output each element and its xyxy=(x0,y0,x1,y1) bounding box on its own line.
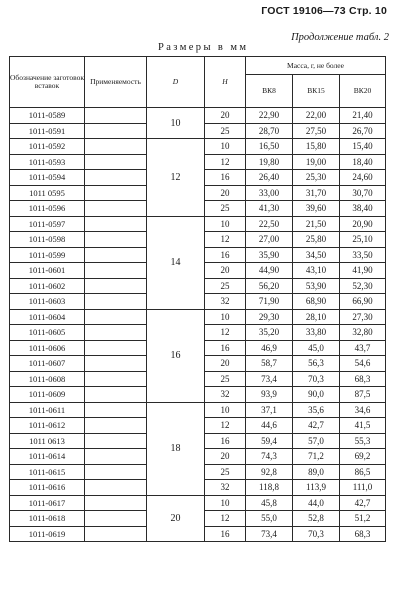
mass-grade-2-cell: 25,80 xyxy=(293,232,340,248)
mass-grade-1-cell: 35,90 xyxy=(246,247,293,263)
mass-grade-2-cell: 57,0 xyxy=(293,433,340,449)
col-d: D xyxy=(147,57,205,108)
height-cell: 20 xyxy=(205,449,246,465)
mass-grade-3-cell: 41,90 xyxy=(340,263,386,279)
application-cell xyxy=(85,108,147,124)
mass-grade-1-cell: 92,8 xyxy=(246,464,293,480)
application-cell xyxy=(85,309,147,325)
application-cell xyxy=(85,449,147,465)
application-cell xyxy=(85,480,147,496)
mass-grade-1-cell: 71,90 xyxy=(246,294,293,310)
height-cell: 20 xyxy=(205,356,246,372)
mass-grade-3-cell: 33,50 xyxy=(340,247,386,263)
designation-cell: 1011-0604 xyxy=(10,309,85,325)
mass-grade-2-cell: 28,10 xyxy=(293,309,340,325)
col-grade-1: ВК8 xyxy=(246,75,293,108)
standard-header: ГОСТ 19106—73 Стр. 10 xyxy=(261,5,387,17)
application-cell xyxy=(85,464,147,480)
mass-grade-2-cell: 90,0 xyxy=(293,387,340,403)
designation-cell: 1011-0617 xyxy=(10,495,85,511)
application-cell xyxy=(85,418,147,434)
designation-cell: 1011-0601 xyxy=(10,263,85,279)
mass-grade-1-cell: 22,90 xyxy=(246,108,293,124)
diameter-cell: 16 xyxy=(147,309,205,402)
mass-grade-2-cell: 33,80 xyxy=(293,325,340,341)
designation-cell: 1011-0609 xyxy=(10,387,85,403)
mass-grade-1-cell: 55,0 xyxy=(246,511,293,527)
height-cell: 16 xyxy=(205,247,246,263)
height-cell: 25 xyxy=(205,464,246,480)
mass-grade-3-cell: 69,2 xyxy=(340,449,386,465)
dimensions-table xyxy=(9,56,386,542)
application-cell xyxy=(85,526,147,542)
mass-grade-3-cell: 15,40 xyxy=(340,139,386,155)
mass-grade-3-cell: 41,5 xyxy=(340,418,386,434)
mass-grade-2-cell: 34,50 xyxy=(293,247,340,263)
diameter-cell: 12 xyxy=(147,139,205,217)
application-cell xyxy=(85,201,147,217)
table-row xyxy=(10,402,386,418)
height-cell: 25 xyxy=(205,201,246,217)
mass-grade-3-cell: 52,30 xyxy=(340,278,386,294)
mass-grade-1-cell: 59,4 xyxy=(246,433,293,449)
application-cell xyxy=(85,402,147,418)
height-cell: 12 xyxy=(205,418,246,434)
application-cell xyxy=(85,387,147,403)
height-cell: 10 xyxy=(205,309,246,325)
mass-grade-2-cell: 56,3 xyxy=(293,356,340,372)
mass-grade-1-cell: 26,40 xyxy=(246,170,293,186)
application-cell xyxy=(85,294,147,310)
mass-grade-2-cell: 45,0 xyxy=(293,340,340,356)
height-cell: 20 xyxy=(205,185,246,201)
mass-grade-2-cell: 39,60 xyxy=(293,201,340,217)
table-row xyxy=(10,216,386,232)
mass-grade-1-cell: 44,6 xyxy=(246,418,293,434)
application-cell xyxy=(85,139,147,155)
mass-grade-1-cell: 46,9 xyxy=(246,340,293,356)
mass-grade-3-cell: 111,0 xyxy=(340,480,386,496)
designation-cell: 1011-0606 xyxy=(10,340,85,356)
mass-grade-2-cell: 70,3 xyxy=(293,526,340,542)
mass-grade-3-cell: 55,3 xyxy=(340,433,386,449)
application-cell xyxy=(85,232,147,248)
height-cell: 16 xyxy=(205,526,246,542)
mass-grade-2-cell: 21,50 xyxy=(293,216,340,232)
col-grade-3: ВК20 xyxy=(340,75,386,108)
application-cell xyxy=(85,123,147,139)
height-cell: 25 xyxy=(205,278,246,294)
mass-grade-1-cell: 93,9 xyxy=(246,387,293,403)
mass-grade-2-cell: 43,10 xyxy=(293,263,340,279)
mass-grade-1-cell: 118,8 xyxy=(246,480,293,496)
designation-cell: 1011-0593 xyxy=(10,154,85,170)
diameter-cell: 18 xyxy=(147,402,205,495)
height-cell: 12 xyxy=(205,154,246,170)
mass-grade-2-cell: 53,90 xyxy=(293,278,340,294)
designation-cell: 1011-0608 xyxy=(10,371,85,387)
mass-grade-3-cell: 24,60 xyxy=(340,170,386,186)
mass-grade-1-cell: 73,4 xyxy=(246,371,293,387)
height-cell: 25 xyxy=(205,123,246,139)
mass-grade-2-cell: 35,6 xyxy=(293,402,340,418)
height-cell: 20 xyxy=(205,263,246,279)
table-row xyxy=(10,309,386,325)
mass-grade-2-cell: 25,30 xyxy=(293,170,340,186)
table-row xyxy=(10,108,386,124)
height-cell: 16 xyxy=(205,340,246,356)
mass-grade-2-cell: 27,50 xyxy=(293,123,340,139)
table-body xyxy=(10,108,386,542)
designation-cell: 1011-0603 xyxy=(10,294,85,310)
mass-grade-3-cell: 38,40 xyxy=(340,201,386,217)
designation-cell: 1011-0616 xyxy=(10,480,85,496)
designation-cell: 1011-0602 xyxy=(10,278,85,294)
application-cell xyxy=(85,356,147,372)
designation-cell: 1011-0607 xyxy=(10,356,85,372)
mass-grade-3-cell: 20,90 xyxy=(340,216,386,232)
application-cell xyxy=(85,340,147,356)
mass-grade-2-cell: 22,00 xyxy=(293,108,340,124)
mass-grade-2-cell: 42,7 xyxy=(293,418,340,434)
mass-grade-3-cell: 30,70 xyxy=(340,185,386,201)
table-row xyxy=(10,139,386,155)
designation-cell: 1011-0615 xyxy=(10,464,85,480)
application-cell xyxy=(85,216,147,232)
col-designation: Обозначение заготовок вставок xyxy=(10,57,85,108)
application-cell xyxy=(85,185,147,201)
mass-grade-1-cell: 27,00 xyxy=(246,232,293,248)
designation-cell: 1011-0591 xyxy=(10,123,85,139)
mass-grade-3-cell: 21,40 xyxy=(340,108,386,124)
diameter-cell: 20 xyxy=(147,495,205,542)
mass-grade-1-cell: 44,90 xyxy=(246,263,293,279)
mass-grade-2-cell: 19,00 xyxy=(293,154,340,170)
designation-cell: 1011-0612 xyxy=(10,418,85,434)
mass-grade-1-cell: 19,80 xyxy=(246,154,293,170)
col-application: Применяемость xyxy=(85,57,147,108)
units-label: Размеры в мм xyxy=(158,42,249,53)
mass-grade-2-cell: 44,0 xyxy=(293,495,340,511)
mass-grade-2-cell: 15,80 xyxy=(293,139,340,155)
designation-cell: 1011-0589 xyxy=(10,108,85,124)
height-cell: 10 xyxy=(205,139,246,155)
mass-grade-2-cell: 68,90 xyxy=(293,294,340,310)
mass-grade-3-cell: 34,6 xyxy=(340,402,386,418)
application-cell xyxy=(85,278,147,294)
mass-grade-1-cell: 22,50 xyxy=(246,216,293,232)
designation-cell: 1011-0592 xyxy=(10,139,85,155)
height-cell: 10 xyxy=(205,402,246,418)
mass-grade-3-cell: 51,2 xyxy=(340,511,386,527)
mass-grade-1-cell: 16,50 xyxy=(246,139,293,155)
application-cell xyxy=(85,495,147,511)
mass-grade-1-cell: 28,70 xyxy=(246,123,293,139)
col-mass: Масса, г, не более xyxy=(246,57,386,75)
application-cell xyxy=(85,433,147,449)
mass-grade-3-cell: 86,5 xyxy=(340,464,386,480)
mass-grade-3-cell: 68,3 xyxy=(340,526,386,542)
mass-grade-3-cell: 25,10 xyxy=(340,232,386,248)
designation-cell: 1011-0605 xyxy=(10,325,85,341)
diameter-cell: 14 xyxy=(147,216,205,309)
mass-grade-3-cell: 42,7 xyxy=(340,495,386,511)
height-cell: 12 xyxy=(205,511,246,527)
mass-grade-1-cell: 33,00 xyxy=(246,185,293,201)
diameter-cell: 10 xyxy=(147,108,205,139)
height-cell: 12 xyxy=(205,325,246,341)
height-cell: 25 xyxy=(205,371,246,387)
mass-grade-2-cell: 71,2 xyxy=(293,449,340,465)
application-cell xyxy=(85,170,147,186)
mass-grade-3-cell: 43,7 xyxy=(340,340,386,356)
mass-grade-2-cell: 31,70 xyxy=(293,185,340,201)
height-cell: 32 xyxy=(205,387,246,403)
mass-grade-3-cell: 27,30 xyxy=(340,309,386,325)
mass-grade-1-cell: 45,8 xyxy=(246,495,293,511)
designation-cell: 1011-0611 xyxy=(10,402,85,418)
mass-grade-3-cell: 32,80 xyxy=(340,325,386,341)
designation-cell: 1011-0596 xyxy=(10,201,85,217)
mass-grade-3-cell: 68,3 xyxy=(340,371,386,387)
designation-cell: 1011-0598 xyxy=(10,232,85,248)
application-cell xyxy=(85,154,147,170)
mass-grade-3-cell: 26,70 xyxy=(340,123,386,139)
designation-cell: 1011-0619 xyxy=(10,526,85,542)
mass-grade-3-cell: 66,90 xyxy=(340,294,386,310)
height-cell: 32 xyxy=(205,480,246,496)
application-cell xyxy=(85,263,147,279)
designation-cell: 1011-0614 xyxy=(10,449,85,465)
height-cell: 10 xyxy=(205,495,246,511)
mass-grade-1-cell: 58,7 xyxy=(246,356,293,372)
application-cell xyxy=(85,247,147,263)
col-grade-2: ВК15 xyxy=(293,75,340,108)
height-cell: 32 xyxy=(205,294,246,310)
application-cell xyxy=(85,511,147,527)
mass-grade-1-cell: 41,30 xyxy=(246,201,293,217)
table-row xyxy=(10,495,386,511)
height-cell: 12 xyxy=(205,232,246,248)
mass-grade-2-cell: 70,3 xyxy=(293,371,340,387)
mass-grade-1-cell: 73,4 xyxy=(246,526,293,542)
designation-cell: 1011 0595 xyxy=(10,185,85,201)
mass-grade-1-cell: 29,30 xyxy=(246,309,293,325)
designation-cell: 1011 0613 xyxy=(10,433,85,449)
designation-cell: 1011-0599 xyxy=(10,247,85,263)
mass-grade-3-cell: 87,5 xyxy=(340,387,386,403)
mass-grade-1-cell: 37,1 xyxy=(246,402,293,418)
height-cell: 20 xyxy=(205,108,246,124)
mass-grade-3-cell: 18,40 xyxy=(340,154,386,170)
height-cell: 16 xyxy=(205,170,246,186)
application-cell xyxy=(85,371,147,387)
mass-grade-1-cell: 56,20 xyxy=(246,278,293,294)
mass-grade-2-cell: 52,8 xyxy=(293,511,340,527)
mass-grade-1-cell: 35,20 xyxy=(246,325,293,341)
continuation-note: Продолжение табл. 2 xyxy=(291,32,389,43)
mass-grade-2-cell: 113,9 xyxy=(293,480,340,496)
mass-grade-3-cell: 54,6 xyxy=(340,356,386,372)
height-cell: 10 xyxy=(205,216,246,232)
mass-grade-1-cell: 74,3 xyxy=(246,449,293,465)
application-cell xyxy=(85,325,147,341)
height-cell: 16 xyxy=(205,433,246,449)
designation-cell: 1011-0618 xyxy=(10,511,85,527)
col-h: H xyxy=(205,57,246,108)
designation-cell: 1011-0594 xyxy=(10,170,85,186)
mass-grade-2-cell: 89,0 xyxy=(293,464,340,480)
designation-cell: 1011-0597 xyxy=(10,216,85,232)
